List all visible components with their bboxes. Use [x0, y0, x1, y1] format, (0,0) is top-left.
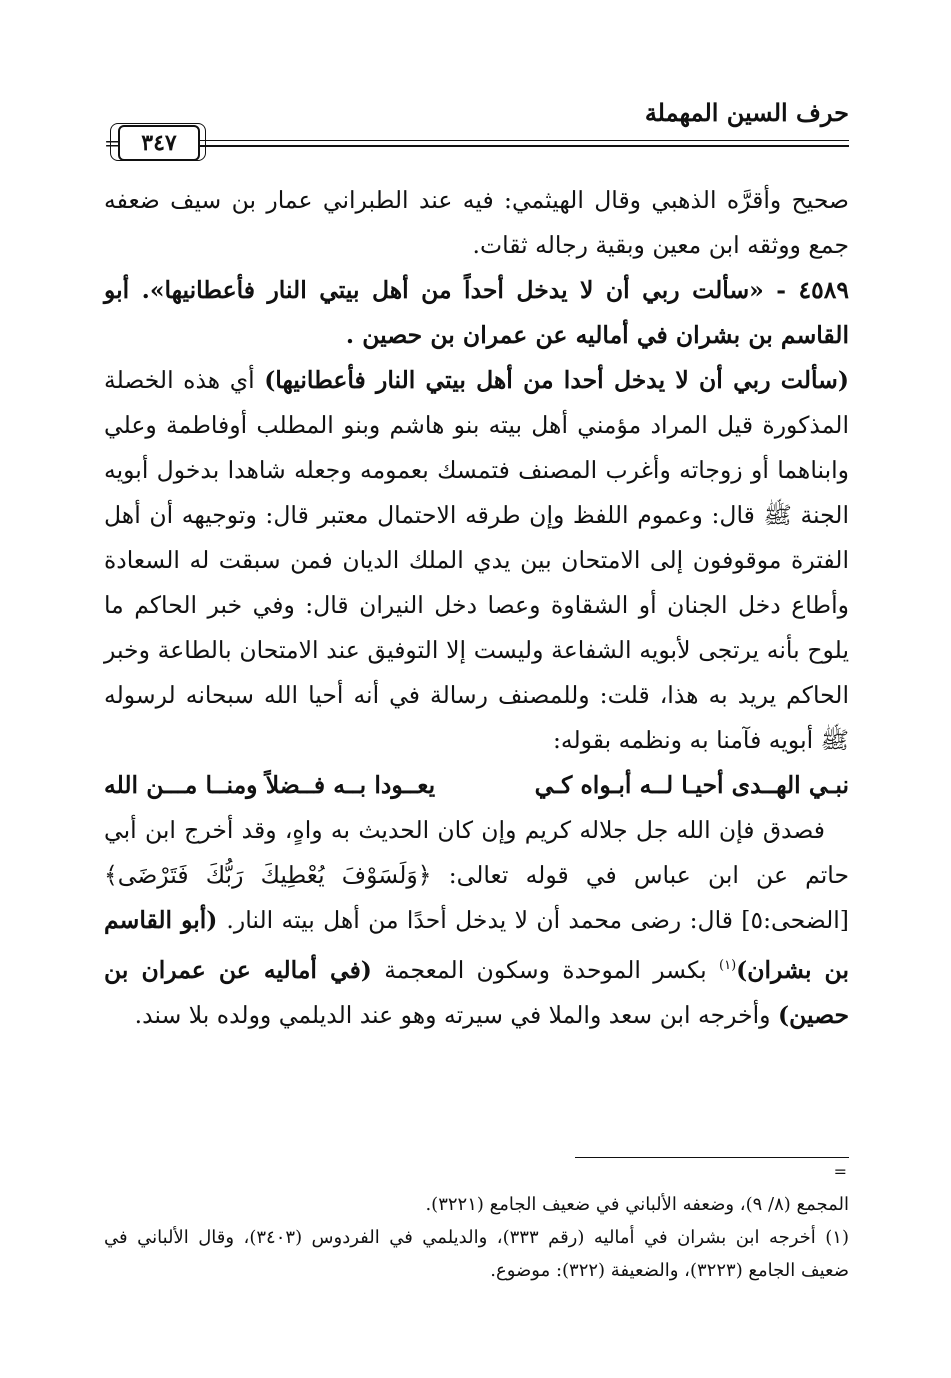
- footnote-line-2: (١) أخرجه ابن بشران في أماليه (رقم ٣٣٣)، والديلمي في الفردوس (٣٤٠٣)، وقال الألباني في ضعيف الجامع (٣٢٢٣)، والضعيفة (٣٢٢): موضوع.: [104, 1227, 849, 1281]
- hadith-number: ٤٥٨٩ -: [763, 276, 849, 304]
- main-text: [104, 178, 849, 1038]
- source-bold-2: (في أماليه عن عمران بن حصين): [104, 955, 849, 1029]
- hadith-entry: [104, 268, 849, 358]
- header-rule-thick: [200, 145, 849, 147]
- hadith-text: «سألت ربي أن لا يدخل أحداً من أهل بيتي النار فأعطانيها». أبو القاسم بن بشران في أماليه عن عمران بن حصين .: [104, 276, 849, 349]
- footnote-rule: [575, 1157, 849, 1158]
- commentary-text: أي هذه الخصلة المذكورة قيل المراد مؤمني أهل بيته بنو هاشم وبنو المطلب أوفاطمة وعلي وابناهما أو زوجاته وأغرب المصنف فتمسك بعمومه وجعله شاهدا بدخول أبويه الجنة ﷺ قال: وعموم اللفظ وإن طرقه الاحتمال معتبر قال: وتوجيهه أن أهل الفترة موقوفون إلى الامتحان بين يدي الملك الديان فمن سبقت له السعادة وأطاع دخل الجنان أو الشقاوة وعصا دخل النيران قال: وفي خبر الحاكم ما يلوح بأنه يرتجى لأبويه الشفاعة وليست إلا التوفيق عند الامتحان بالطاعة وخبر الحاكم يريد به هذا، قلت: وللمصنف رسالة في أنه أحيا الله سبحانه لرسوله ﷺ أبويه فآمنا به ونظمه بقوله:: [104, 366, 849, 754]
- footnote-line-1: المجمع (٨/ ٩)، وضعفه الألباني في ضعيف الجامع (٣٢٢١).: [425, 1194, 849, 1215]
- header-dash: =: [104, 131, 121, 155]
- footnote-continuation-mark: =: [833, 1162, 847, 1181]
- source-text-1: بكسر الموحدة وسكون المعجمة: [371, 955, 719, 984]
- paragraph-1: صحيح وأقرَّه الذهبي وقال الهيثمي: فيه عند الطبراني عمار بن سيف ضعفه جمع ووثقه ابن معين وبقية رجاله ثقات.: [104, 186, 849, 259]
- header-rule: [200, 140, 849, 141]
- paragraph-after-verse: [104, 808, 849, 1038]
- footnotes: [104, 1188, 849, 1287]
- running-header-title: حرف السين المهملة: [644, 98, 849, 127]
- source-text-2: وأخرجه ابن سعد والملا في سيرته وهو عند الديلمي وولده بلا سند.: [134, 1000, 778, 1029]
- commentary: [104, 358, 849, 763]
- commentary-lead: (سألت ربي أن لا يدخل أحدا من أهل بيتي النار فأعطانيها): [264, 366, 849, 394]
- verse-second-hemistich: يعــودا بــه فــضلاً ومنــا مـــن الله: [104, 771, 436, 799]
- footnote-ref: (١): [719, 958, 737, 973]
- after-verse-text: فصدق فإن الله جل جلاله كريم وإن كان الحديث به واهٍ، وقد أخرج ابن أبي حاتم عن ابن عباس في قوله تعالى: ﴿وَلَسَوْفَ يُعْطِيكَ رَبُّكَ فَتَرْضَى﴾ [الضحى:٥] قال: رضى محمد أن لا يدخل أحدًا من أهل بيته النار.: [104, 816, 849, 934]
- source-name: (أبو القاسم بن بشران): [104, 906, 849, 984]
- page-number: ٣٤٧: [118, 125, 200, 161]
- verse-first-hemistich: نبـي الهــدى أحيـا لــه أبـواه كـي: [534, 771, 849, 799]
- poem-verse: [104, 763, 849, 808]
